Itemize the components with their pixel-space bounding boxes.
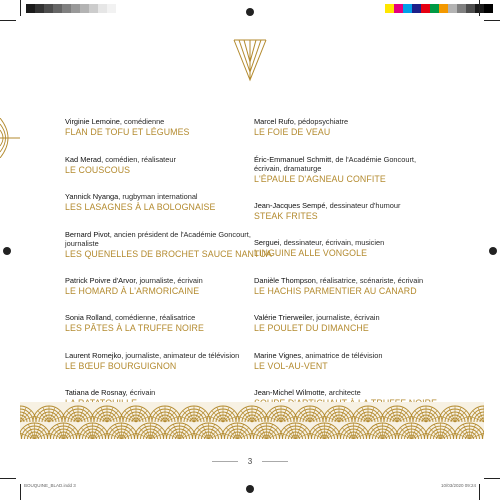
dish-title: LE COUSCOUS xyxy=(65,164,131,175)
dish-title: LE POULET DU DIMANCHE xyxy=(254,323,369,333)
crop-mark xyxy=(484,20,500,21)
person-credit xyxy=(254,238,489,247)
color-bar-left xyxy=(26,4,116,13)
footer-slug-right: 10/03/2020 09:24 xyxy=(440,483,476,488)
crop-mark xyxy=(20,0,21,16)
dish-title: FLAN DE TOFU ET LÉGUMES xyxy=(65,127,190,137)
person-credit xyxy=(254,155,444,173)
dish-title: LE BŒUF BOURGUIGNON xyxy=(65,360,177,371)
color-swatch xyxy=(98,4,107,13)
person-name: Sonia Rolland xyxy=(65,313,112,322)
person-role: , journaliste, écrivain xyxy=(135,275,203,285)
color-swatch xyxy=(457,4,466,13)
person-credit xyxy=(254,201,489,210)
color-swatch xyxy=(35,4,44,13)
color-swatch xyxy=(71,4,80,13)
color-swatch xyxy=(80,4,89,13)
color-swatch xyxy=(439,4,448,13)
crop-mark xyxy=(20,484,21,500)
person-role: , réalisatrice, scénariste, écrivain xyxy=(315,275,424,285)
crop-mark xyxy=(484,478,500,479)
right-column xyxy=(254,117,489,426)
person-name: Bernard Pivot xyxy=(65,229,110,239)
list-item xyxy=(254,313,489,351)
person-name: Patrick Poivre d'Arvor xyxy=(65,275,136,285)
color-swatch xyxy=(421,4,430,13)
art-deco-fan-icon xyxy=(232,38,268,82)
crop-mark xyxy=(479,484,480,500)
person-name: Kad Merad xyxy=(65,154,102,164)
person-role: , journaliste, écrivain xyxy=(312,313,380,322)
list-item xyxy=(254,238,489,276)
person-name: Marine Vignes xyxy=(254,350,302,360)
registration-mark-icon xyxy=(246,485,254,493)
dish-title: LE VOL-AU-VENT xyxy=(254,360,328,371)
person-credit xyxy=(254,117,489,126)
color-swatch xyxy=(62,4,71,13)
crop-mark xyxy=(0,478,16,479)
page-number: 3 xyxy=(247,457,253,466)
list-item xyxy=(254,201,489,239)
dish-title: LE FOIE DE VEAU xyxy=(254,127,331,137)
dish-title: LES PÂTES À LA TRUFFE NOIRE xyxy=(65,323,204,333)
crop-mark xyxy=(479,0,480,16)
dish-title: L'ÉPAULE D'AGNEAU CONFITE xyxy=(254,173,386,184)
person-credit xyxy=(254,276,489,285)
person-name: Tatiana de Rosnay xyxy=(65,388,126,397)
person-name: Virginie Lemoine xyxy=(65,117,120,126)
person-role: , de l'Académie Goncourt, écrivain, dramaturge xyxy=(254,154,417,173)
color-swatch xyxy=(107,4,116,13)
color-swatch xyxy=(484,4,493,13)
person-name: Valérie Trierweiler xyxy=(254,313,313,322)
dish-title: LES LASAGNES À LA BOLOGNAISE xyxy=(65,202,216,212)
color-swatch xyxy=(403,4,412,13)
person-name: Marcel Rufo xyxy=(254,117,294,126)
crop-mark xyxy=(0,20,16,21)
person-role: , écrivain xyxy=(125,388,156,397)
color-swatch xyxy=(89,4,98,13)
list-item xyxy=(254,117,489,155)
color-swatch xyxy=(448,4,457,13)
color-swatch xyxy=(44,4,53,13)
color-bar-right xyxy=(385,4,493,13)
color-swatch xyxy=(394,4,403,13)
person-role: , rugbyman international xyxy=(118,192,198,201)
divider xyxy=(262,461,288,462)
person-role: , dessinateur, écrivain, musicien xyxy=(279,238,385,247)
dish-title: LE HOMARD À L'ARMORICAINE xyxy=(65,285,200,296)
color-swatch xyxy=(412,4,421,13)
person-role: , dessinateur d'humour xyxy=(325,200,401,210)
registration-mark-icon xyxy=(246,8,254,16)
person-credit xyxy=(65,230,260,248)
person-role: , comédien, réalisateur xyxy=(101,154,176,164)
footer-slug-left: BOUQUINE_BLAD.indd 3 xyxy=(24,483,76,488)
art-deco-band xyxy=(20,402,484,439)
person-name: Jean-Michel Wilmotte xyxy=(254,388,325,397)
person-name: Éric-Emmanuel Schmitt xyxy=(254,154,332,164)
person-role: , ancien président de l'Académie Goncourt, journaliste xyxy=(65,229,251,248)
person-name: Yannick Nyanga xyxy=(65,192,119,201)
person-role: , comédienne xyxy=(119,117,165,126)
person-role: , journaliste, animateur de télévision xyxy=(121,350,240,360)
person-role: , architecte xyxy=(324,388,361,397)
person-credit xyxy=(254,351,489,360)
registration-mark-icon xyxy=(489,247,497,255)
dish-title: LES QUENELLES DE BROCHET SAUCE NANTUA xyxy=(65,248,272,259)
list-item xyxy=(254,276,489,314)
dish-title: STEAK FRITES xyxy=(254,210,318,221)
person-credit xyxy=(254,313,489,322)
dish-title: LE HACHIS PARMENTIER AU CANARD xyxy=(254,285,417,296)
person-role: , pédopsychiatre xyxy=(293,117,349,126)
list-item xyxy=(254,351,489,389)
person-name: Danièle Thompson xyxy=(254,275,316,285)
color-swatch xyxy=(26,4,35,13)
color-swatch xyxy=(430,4,439,13)
person-role: , animatrice de télévision xyxy=(301,350,383,360)
color-swatch xyxy=(466,4,475,13)
person-role: , comédienne, réalisatrice xyxy=(111,313,196,322)
dish-title: LINGUINE ALLE VONGOLE xyxy=(254,248,368,258)
person-credit xyxy=(254,388,489,397)
color-swatch xyxy=(385,4,394,13)
color-swatch xyxy=(53,4,62,13)
list-item xyxy=(254,155,489,201)
person-name: Laurent Romejko xyxy=(65,350,122,360)
registration-mark-icon xyxy=(3,247,11,255)
person-name: Jean-Jacques Sempé xyxy=(254,200,326,210)
person-name: Serguei xyxy=(254,238,280,247)
art-deco-edge-icon xyxy=(0,118,22,158)
